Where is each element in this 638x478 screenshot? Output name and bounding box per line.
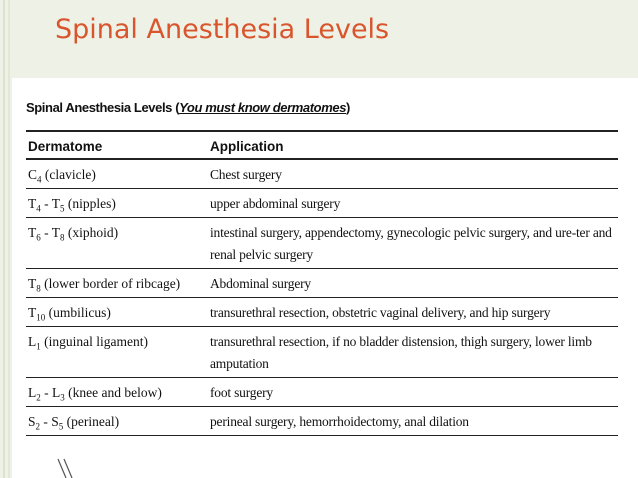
- dermatome-cell: [26, 302, 210, 324]
- dermatome-range-separator: -: [40, 414, 52, 429]
- application-cell: perineal surgery, hemorrhoidectomy, anal dilation: [210, 414, 469, 429]
- dermatome-landmark: (knee and below): [68, 385, 162, 400]
- application-cell: Chest surgery: [210, 167, 282, 182]
- dermatome-cell: [26, 411, 210, 433]
- dermatome-letter: L: [28, 385, 37, 400]
- column-header-dermatome: Dermatome: [28, 139, 103, 154]
- dermatome-range-separator: -: [40, 225, 52, 240]
- table-row: [26, 378, 618, 407]
- application-cell: intestinal surgery, appendectomy, gynecologic pelvic surgery, and ure-ter and renal pelvic surgery: [210, 225, 612, 262]
- dermatome-letter: S: [51, 414, 59, 429]
- dermatome-level: 2: [36, 392, 41, 403]
- dermatome-landmark: (lower border of ribcage): [44, 276, 181, 291]
- dermatome-letter: T: [28, 196, 37, 211]
- dermatome-letter: C: [28, 167, 38, 182]
- dermatome-letter: S: [28, 414, 36, 429]
- dermatome-range-separator: -: [40, 196, 52, 211]
- dermatome-letter: L: [52, 385, 61, 400]
- dermatome-cell: [26, 331, 210, 375]
- document-heading: Spinal Anesthesia Levels (You must know dermatomes): [26, 100, 350, 115]
- slide-title: Spinal Anesthesia Levels: [55, 14, 390, 45]
- document-heading-text: Spinal Anesthesia Levels: [26, 100, 172, 115]
- table-row: [26, 407, 618, 436]
- table-body: [26, 160, 618, 436]
- dermatome-letter: T: [51, 225, 61, 240]
- table-row: [26, 298, 618, 327]
- dermatome-letter: T: [28, 225, 37, 240]
- application-cell: foot surgery: [210, 385, 273, 400]
- dermatome-landmark: (inguinal ligament): [44, 334, 148, 349]
- dermatome-level: 6: [36, 232, 41, 243]
- document-heading-note: You must know dermatomes: [179, 100, 347, 115]
- dermatome-landmark: (clavicle): [44, 167, 96, 182]
- dermatome-level: 4: [36, 203, 41, 214]
- application-cell: Abdominal surgery: [210, 276, 311, 291]
- dermatome-letter: L: [28, 334, 37, 349]
- table-row: [26, 189, 618, 218]
- application-cell: upper abdominal surgery: [210, 196, 341, 211]
- application-cell: transurethral resection, if no bladder distension, thigh surgery, lower limb amputation: [210, 334, 592, 371]
- scanned-table-document: [12, 78, 638, 478]
- dermatome-letter: T: [51, 196, 61, 211]
- dermatome-table: [26, 130, 618, 436]
- dermatome-landmark: (xiphoid): [67, 225, 119, 240]
- table-row: [26, 218, 618, 269]
- table-row: [26, 327, 618, 378]
- dermatome-level: 8: [60, 232, 65, 243]
- column-header-application: Application: [210, 139, 284, 154]
- dermatome-level: 5: [60, 203, 65, 214]
- table-header: [26, 130, 618, 160]
- dermatome-letter: T: [28, 276, 37, 291]
- dermatome-level: 8: [36, 283, 41, 294]
- dermatome-cell: [26, 273, 210, 295]
- dermatome-level: 2: [35, 421, 41, 432]
- dermatome-level: 4: [37, 174, 42, 185]
- dermatome-level: 10: [36, 312, 46, 323]
- dermatome-letter: T: [28, 305, 37, 320]
- decorative-strokes-bottom: [48, 455, 108, 478]
- dermatome-cell: [26, 382, 210, 404]
- table-row: [26, 269, 618, 298]
- dermatome-cell: [26, 164, 210, 186]
- dermatome-level: 5: [58, 421, 64, 432]
- dermatome-landmark: (perineal): [66, 414, 120, 429]
- dermatome-level: 1: [36, 341, 41, 352]
- dermatome-level: 3: [60, 392, 65, 403]
- dermatome-landmark: (nipples): [67, 196, 116, 211]
- dermatome-range-separator: -: [40, 385, 52, 400]
- dermatome-cell: [26, 193, 210, 215]
- application-cell: transurethral resection, obstetric vaginal delivery, and hip surgery: [210, 305, 551, 320]
- dermatome-cell: [26, 222, 210, 266]
- table-row: [26, 160, 618, 189]
- dermatome-landmark: (umbilicus): [48, 305, 111, 320]
